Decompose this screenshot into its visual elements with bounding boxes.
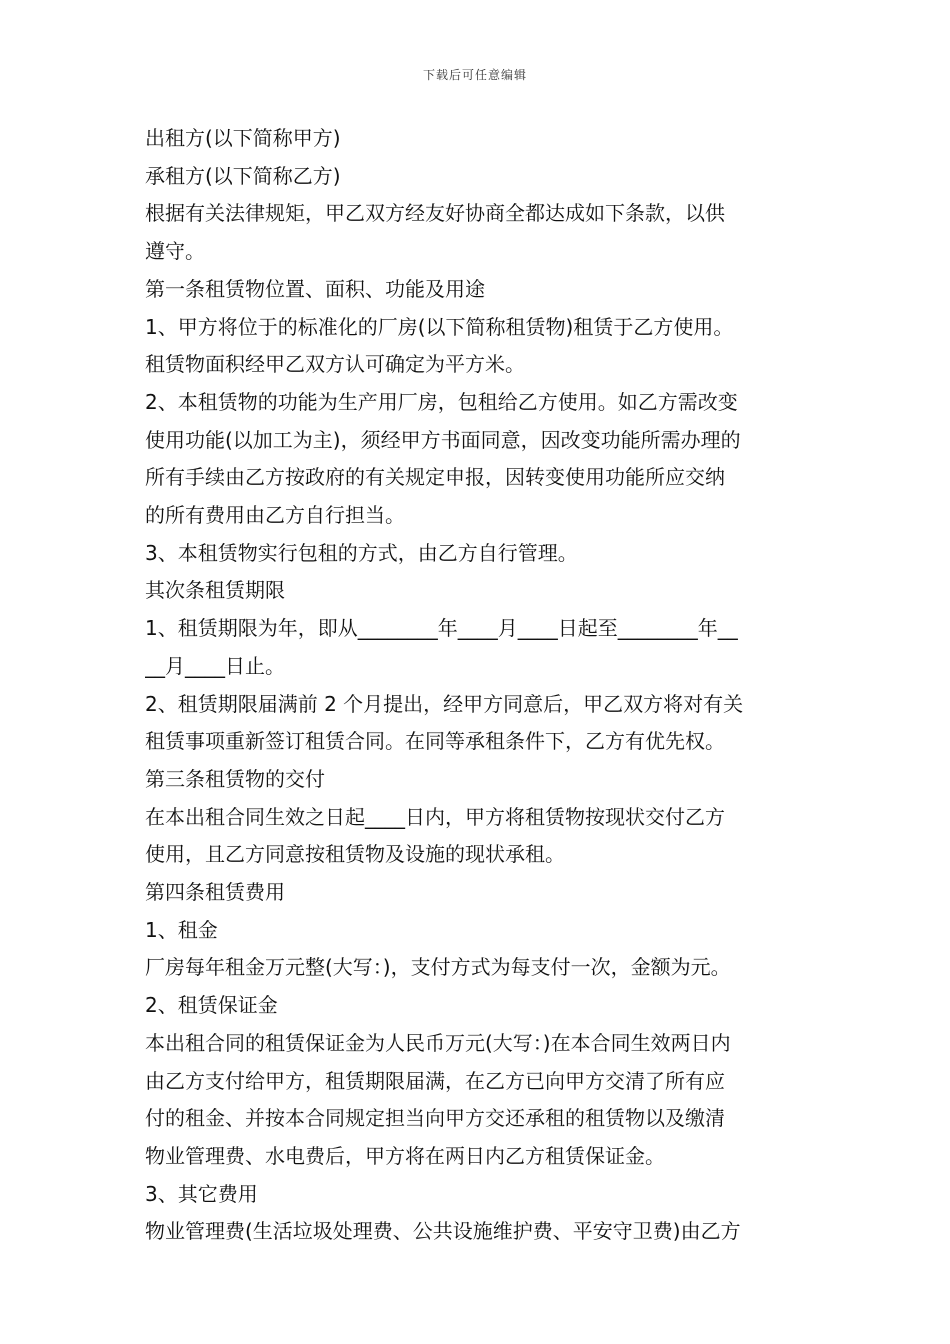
text-line: 3、其它费用: [145, 1181, 258, 1206]
text-line: 1、租赁期限为年，即从________年____月____日起至________年__: [145, 616, 738, 641]
section-heading: 第四条租赁费用: [145, 880, 285, 905]
text-line: 出租方(以下简称甲方): [145, 126, 341, 150]
text-line: 根据有关法律规矩，甲乙双方经友好协商全都达成如下条款，以供: [145, 201, 725, 226]
text-line: 2、租赁期限届满前 2 个月提出，经甲方同意后，甲乙双方将对有关: [145, 691, 744, 716]
text-line: 物业管理费(生活垃圾处理费、公共设施维护费、平安守卫费)由乙方: [145, 1219, 741, 1244]
contract-body: [145, 120, 810, 1251]
text-line: 所有手续由乙方按政府的有关规定申报，因转变使用功能所应交纳: [145, 465, 725, 490]
text-line: 2、租赁保证金: [145, 993, 278, 1018]
text-line: 的所有费用由乙方自行担当。: [145, 503, 405, 528]
text-line: 使用功能(以加工为主)，须经甲方书面同意，因改变功能所需办理的: [145, 427, 741, 452]
text-line: 租赁事项重新签订租赁合同。在同等承租条件下，乙方有优先权。: [145, 729, 725, 754]
text-line: 本出租合同的租赁保证金为人民币万元(大写：)在本合同生效两日内: [145, 1030, 731, 1055]
text-line: 使用，且乙方同意按租赁物及设施的现状承租。: [145, 842, 565, 867]
text-line: 厂房每年租金万元整(大写：)，支付方式为每支付一次，金额为元。: [145, 955, 731, 980]
text-line: 遵守。: [145, 239, 205, 264]
text-line: 租赁物面积经甲乙双方认可确定为平方米。: [145, 352, 525, 377]
text-line: 2、本租赁物的功能为生产用厂房，包租给乙方使用。如乙方需改变: [145, 389, 738, 414]
text-line: 1、甲方将位于的标准化的厂房(以下简称租赁物)租赁于乙方使用。: [145, 314, 734, 339]
header-note: 下载后可任意编辑: [422, 68, 527, 82]
text-line: __月____日止。: [145, 653, 285, 678]
section-heading: 第一条租赁物位置、面积、功能及用途: [145, 276, 485, 301]
text-line: 物业管理费、水电费后，甲方将在两日内乙方租赁保证金。: [145, 1143, 665, 1168]
text-line: 3、本租赁物实行包租的方式，由乙方自行管理。: [145, 540, 578, 565]
section-heading: 第三条租赁物的交付: [145, 766, 325, 791]
text-line: 付的租金、并按本合同规定担当向甲方交还承租的租赁物以及缴清: [145, 1106, 725, 1131]
text-line: 在本出租合同生效之日起____日内，甲方将租赁物按现状交付乙方: [145, 804, 725, 829]
text-line: 1、租金: [145, 917, 218, 942]
text-line: 承租方(以下简称乙方): [145, 163, 341, 188]
section-heading: 其次条租赁期限: [145, 578, 285, 603]
text-line: 由乙方支付给甲方，租赁期限届满，在乙方已向甲方交清了所有应: [145, 1068, 725, 1093]
